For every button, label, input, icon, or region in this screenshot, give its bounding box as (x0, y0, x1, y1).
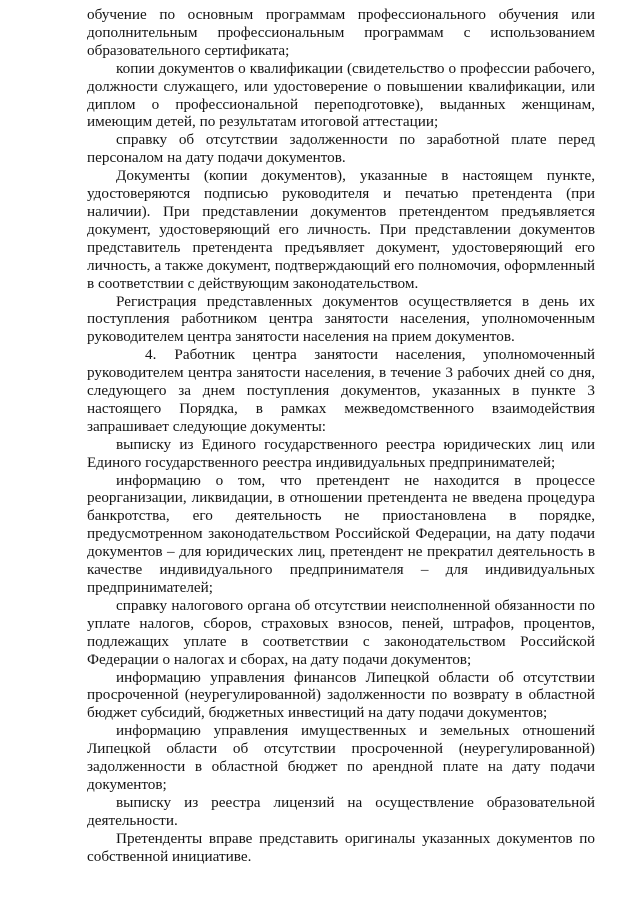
paragraph-license-extract: выписку из реестра лицензий на осуществление образовательной деятельности. (87, 793, 595, 829)
paragraph-finance-info: информацию управления финансов Липецкой области об отсутствии просроченной (неурегулированной) задолженности по возврату в областной бюджет субсидий, бюджетных инвестиций на дату подачи документов; (87, 668, 595, 722)
paragraph-reorganization-info: информацию о том, что претендент не находится в процессе реорганизации, ликвидации, в отношении претендента не введена процедура банкротства, его деятельность не приостановлена в порядке, предусмотренном законодательством Российской Федерации, на дату подачи документов – для юридических лиц, претендент не прекратил деятельность в качестве индивидуального предпринимателя – для индивидуальных предпринимателей; (87, 471, 595, 596)
paragraph-qualification-copies: копии документов о квалификации (свидетельство о профессии рабочего, должности служащего, или удостоверение о повышении квалификации, или диплом о профессиональной переподготовке), выданных женщинам, имеющим детей, по результатам итоговой аттестации; (87, 59, 595, 131)
paragraph-registry-extract: выписку из Единого государственного реестра юридических лиц или Единого государственного реестра индивидуальных предпринимателей; (87, 435, 595, 471)
paragraph-tax-certificate: справку налогового органа об отсутствии неисполненной обязанности по уплате налогов, сборов, страховых взносов, пеней, штрафов, процентов, подлежащих уплате в соответствии с законодательством Российской Федерации о налогах и сборах, на дату подачи документов; (87, 596, 595, 668)
paragraph-property-info: информацию управления имущественных и земельных отношений Липецкой области об отсутствии просроченной (неурегулированной) задолженности в областной бюджет по арендной плате на дату подачи документов; (87, 722, 595, 793)
paragraph-registration: Регистрация представленных документов осуществляется в день их поступления работником центра занятости населения, уполномоченным руководителем центра занятости населения на прием документов. (87, 292, 595, 346)
item-number: 4. (145, 346, 157, 364)
paragraph-document-certification: Документы (копии документов), указанные в настоящем пункте, удостоверяются подписью руководителя и печатью претендента (при наличии). При представлении документов претендентом предъявляется документ, удостоверяющий его личность. При представлении документов представитель претендента предъявляет документ, удостоверяющий его личность, а также документ, подтверждающий его полномочия, оформленный в соответствии с действующим законодательством. (87, 167, 595, 292)
document-body (87, 6, 595, 866)
paragraph-education-programs: обучение по основным программам профессионального обучения или дополнительным профессиональным программам с использованием образовательного сертификата; (87, 6, 595, 59)
paragraph-originals-right: Претенденты вправе представить оригиналы указанных документов по собственной инициативе. (87, 829, 595, 865)
paragraph-item-4 (87, 346, 595, 436)
item-4-text: Работник центра занятости населения, уполномоченный руководителем центра занятости населения, в течение 3 рабочих дней со дня, следующего за днем поступления документов, указанных в пункте 3 настоящего Порядка, в рамках межведомственного взаимодействия запрашивает следующие документы: (87, 346, 595, 435)
paragraph-no-wage-debt: справку об отсутствии задолженности по заработной плате перед персоналом на дату подачи документов. (87, 131, 595, 167)
